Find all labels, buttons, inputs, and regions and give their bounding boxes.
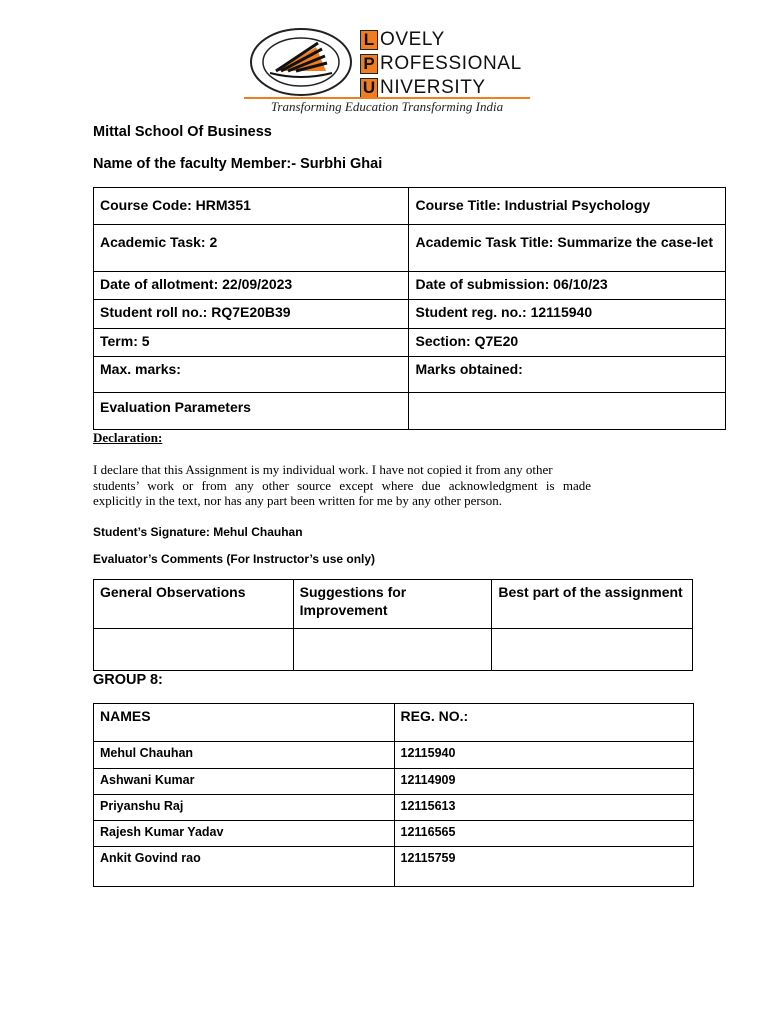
academic-task-cell: Academic Task: 2 (94, 225, 409, 272)
logo-initial-p: P (360, 54, 378, 74)
evaluator-comments-table (93, 579, 693, 671)
member-reg-no: 12116565 (394, 821, 694, 847)
member-name: Mehul Chauhan (94, 742, 395, 769)
general-observations-header: General Observations (94, 580, 294, 629)
table-row (94, 580, 693, 629)
reg-no-cell: Student reg. no.: 12115940 (409, 300, 726, 329)
logo-word-lovely: OVELY (380, 29, 445, 50)
declaration-line: I declare that this Assignment is my individual work. I have not copied it from any other (93, 462, 553, 477)
table-row (94, 847, 694, 887)
declaration-heading: Declaration: (93, 430, 163, 445)
group-members-table (93, 703, 694, 887)
suggestions-header: Suggestions for Improvement (293, 580, 492, 629)
declaration-line: explicitly in the text, nor has any part been written for me by any other person. (93, 493, 503, 508)
roll-no-cell: Student roll no.: RQ7E20B39 (94, 300, 409, 329)
university-seal-icon (246, 27, 356, 97)
max-marks-cell: Max. marks: (94, 357, 409, 393)
table-row (94, 357, 726, 393)
member-name: Rajesh Kumar Yadav (94, 821, 395, 847)
evaluator-comments-label: Evaluator’s Comments (For Instructor’s use only) (93, 552, 376, 566)
table-row (94, 704, 694, 742)
member-name: Ankit Govind rao (94, 847, 395, 887)
section-cell: Section: Q7E20 (409, 329, 726, 357)
member-reg-no: 12115759 (394, 847, 694, 887)
table-row (94, 329, 726, 357)
best-part-cell (492, 629, 693, 671)
course-code-cell: Course Code: HRM351 (94, 188, 409, 225)
logo-initial-u: U (360, 78, 378, 98)
table-row (94, 300, 726, 329)
table-row (94, 393, 726, 430)
course-title-cell: Course Title: Industrial Psychology (409, 188, 726, 225)
logo-word-professional: ROFESSIONAL (380, 53, 522, 74)
university-logo (242, 27, 532, 113)
suggestions-cell (293, 629, 492, 671)
member-reg-no: 12115940 (394, 742, 694, 769)
date-allotment-cell: Date of allotment: 22/09/2023 (94, 272, 409, 300)
table-row (94, 629, 693, 671)
member-reg-no: 12114909 (394, 769, 694, 795)
term-cell: Term: 5 (94, 329, 409, 357)
logo-tagline: Transforming Education Transforming India (244, 97, 530, 114)
course-info-table (93, 187, 726, 430)
table-row (94, 821, 694, 847)
logo-word-university: NIVERSITY (380, 77, 486, 98)
declaration-line: students’ work or from any other source except where due acknowledgment is made (93, 477, 591, 493)
member-name: Priyanshu Raj (94, 795, 395, 821)
best-part-header: Best part of the assignment (492, 580, 693, 629)
group-label: GROUP 8: (93, 672, 163, 688)
table-row (94, 225, 726, 272)
reg-no-header: REG. NO.: (394, 704, 694, 742)
table-row (94, 795, 694, 821)
student-signature: Student’s Signature: Mehul Chauhan (93, 525, 303, 539)
table-row (94, 769, 694, 795)
table-row (94, 742, 694, 769)
evaluation-parameters-cell: Evaluation Parameters (94, 393, 409, 430)
date-submission-cell: Date of submission: 06/10/23 (409, 272, 726, 300)
names-header: NAMES (94, 704, 395, 742)
member-reg-no: 12115613 (394, 795, 694, 821)
faculty-name: Name of the faculty Member:- Surbhi Ghai (93, 156, 383, 172)
member-name: Ashwani Kumar (94, 769, 395, 795)
evaluation-parameters-value-cell (409, 393, 726, 430)
logo-initial-l: L (360, 30, 378, 50)
declaration-text (93, 462, 591, 509)
logo-wordmark (360, 29, 522, 101)
marks-obtained-cell: Marks obtained: (409, 357, 726, 393)
academic-task-title-cell: Academic Task Title: Summarize the case-let (409, 225, 726, 272)
general-observations-cell (94, 629, 294, 671)
school-name: Mittal School Of Business (93, 124, 272, 140)
table-row (94, 188, 726, 225)
table-row (94, 272, 726, 300)
